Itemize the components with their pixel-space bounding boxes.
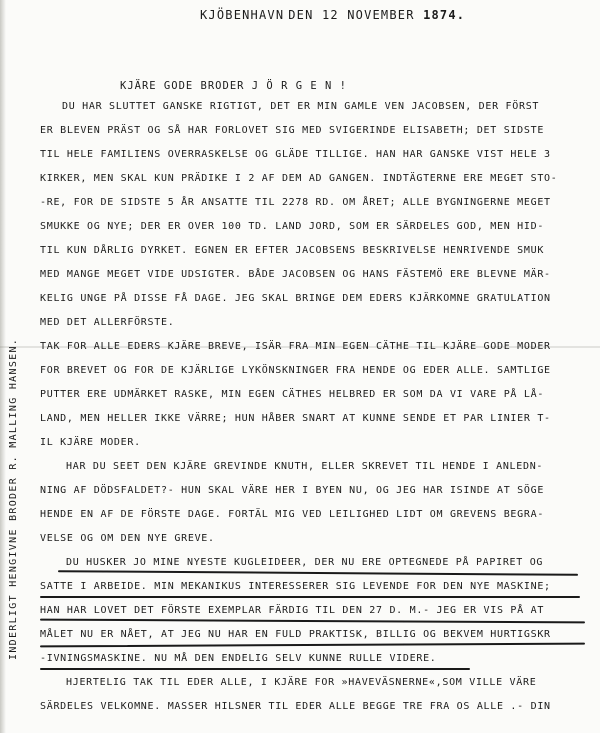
letter-line: -RE, FOR DE SIDSTE 5 ÅR ANSATTE TIL 2278 RD. OM ÅRET; ALLE BYGNINGERNE MEGET [40,197,551,208]
letter-line: SÄRDELES VELKOMNE. MASSER HILSNER TIL EDER ALLE BEGGE TRE FRA OS ALLE .- DIN [40,701,551,712]
letter-line: IL KJÄRE MODER. [40,437,141,448]
paper-edge-shadow [0,0,6,733]
header-city: KJÖBENHAVN [200,8,285,22]
letter-line: PUTTER ERE UDMÄRKET RASKE, MIN EGEN CÄTHES HELBRED ER SOM DA VI VARE PÅ LÅ- [40,389,545,400]
letter-line: KIRKER, MEN SKAL KUN PRÄDIKE I 2 AF DEM AD GANGEN. INDTÄGTERNE ERE MEGET STO- [40,173,558,184]
letter-line: NING AF DÖDSFALDET?- HUN SKAL VÄRE HER I BYEN NU, OG JEG HAR ISINDE AT SÖGE [40,485,545,496]
underline-stroke [40,619,585,624]
letter-line: -IVNINGSMASKINE. NU MÅ DEN ENDELIG SELV KUNNE RULLE VIDERE. [40,653,437,664]
letter-line: FOR BREVET OG FOR DE KJÄRLIGE LYKÖNSKNINGER FRA HENDE OG EDER ALLE. SAMTLIGE [40,365,551,376]
letter-line: HAN HAR LOVET DET FÖRSTE EXEMPLAR FÄRDIG TIL DEN 27 D. M.- JEG ER VIS PÅ AT [40,605,545,616]
underline-stroke [40,643,585,648]
letter-line: SMUKKE OG NYE; DER ER OVER 100 TD. LAND JORD, SOM ER SÄRDELES GOD, MEN HID- [40,221,545,232]
underline-stroke [40,596,580,598]
letter-line: KELIG UNGE PÅ DISSE FÅ DAGE. JEG SKAL BRINGE DEM EDERS KJÄRKOMNE GRATULATION [40,293,551,304]
letter-header [200,8,590,22]
underline-stroke [40,668,470,670]
letter-line: MED MANGE MEGET VIDE UDSIGTER. BÅDE JACOBSEN OG HANS FÄSTEMÖ ERE BLEVNE MÄR- [40,269,551,280]
letter-line: TAK FOR ALLE EDERS KJÄRE BREVE, ISÄR FRA MIN EGEN CÄTHE TIL KJÄRE GODE MODER [40,341,551,352]
letter-line: LAND, MEN HELLER IKKE VÄRRE; HUN HÅBER SNART AT KUNNE SENDE ET PAR LINIER T- [40,413,551,424]
letter-line: MÅLET NU ER NÅET, AT JEG NU HAR EN FULD PRAKTISK, BILLIG OG BEKVEM HURTIGSKR [40,629,551,640]
letter-line: HAR DU SEET DEN KJÄRE GREVINDE KNUTH, ELLER SKREVET TIL HENDE I ANLEDN- [66,461,544,472]
letter-line: MED DET ALLERFÖRSTE. [40,317,175,328]
header-year: 1874. [423,8,466,22]
letter-line: HJERTELIG TAK TIL EDER ALLE, I KJÄRE FOR »HAVEVÄSNERNE«,SOM VILLE VÄRE [66,677,537,688]
letter-line: HENDE EN AF DE FÖRSTE DAGE. FORTÄL MIG VED LEILIGHED LIDT OM GREVENS BEGRA- [40,509,545,520]
side-signature: INDERLIGT HENGIVNE BRODER R. MALLING HANSEN. [8,337,19,660]
letter-line: TIL HELE FAMILIENS OVERRASKELSE OG GLÄDE TILLIGE. HAN HAR GANSKE VIST HELE 3 [40,149,551,160]
salutation: KJÄRE GODE BRODER J Ö R G E N ! [120,80,347,92]
underline-stroke [58,570,578,576]
letter-line: SATTE I ARBEIDE. MIN MEKANIKUS INTERESSERER SIG LEVENDE FOR DEN NYE MASKINE; [40,581,551,592]
letter-line: DU HUSKER JO MINE NYESTE KUGLEIDEER, DER NU ERE OPTEGNEDE PÅ PAPIRET OG [66,557,544,568]
header-date: DEN 12 NOVEMBER [288,8,415,22]
letter-line: TIL KUN DÅRLIG DYRKET. EGNEN ER EFTER JACOBSENS BESKRIVELSE HENRIVENDE SMUK [40,245,545,256]
letter-line: DU HAR SLUTTET GANSKE RIGTIGT, DET ER MIN GAMLE VEN JACOBSEN, DER FÖRST [62,101,540,112]
letter-line: VELSE OG OM DEN NYE GREVE. [40,533,215,544]
letter-line: ER BLEVEN PRÄST OG SÅ HAR FORLOVET SIG MED SVIGERINDE ELISABETH; DET SIDSTE [40,125,545,136]
